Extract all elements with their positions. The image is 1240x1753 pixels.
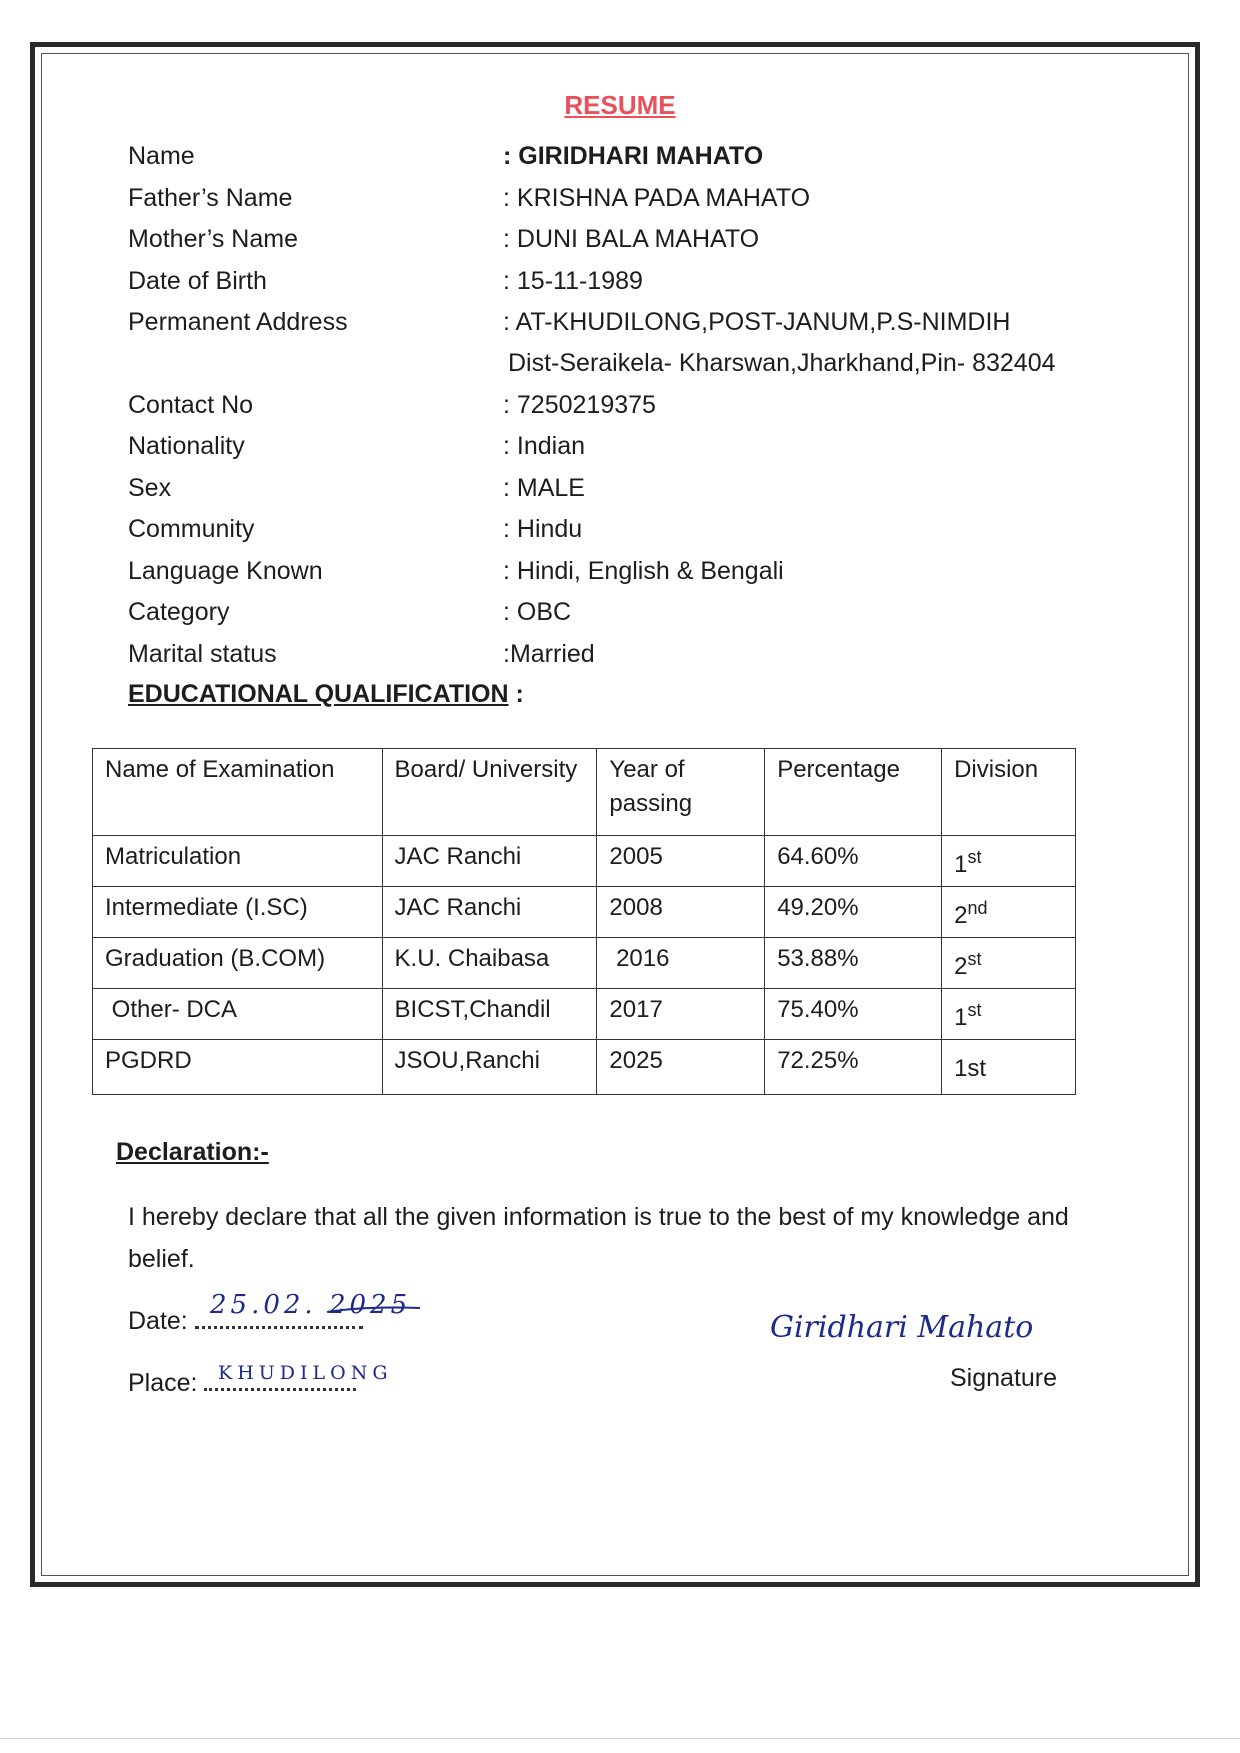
info-row-marital-status bbox=[128, 640, 1128, 676]
division-value: 2 bbox=[954, 953, 968, 980]
info-label: Language Known bbox=[128, 557, 323, 585]
board-cell: K.U. Chaibasa bbox=[382, 938, 597, 989]
signature: Giridhari Mahato bbox=[770, 1310, 1034, 1345]
info-value: : DUNI BALA MAHATO bbox=[503, 225, 760, 253]
info-value: : KRISHNA PADA MAHATO bbox=[503, 184, 811, 212]
year-cell: 2025 bbox=[597, 1040, 765, 1095]
division-suffix: nd bbox=[967, 898, 988, 918]
table-row bbox=[93, 887, 1076, 938]
info-value: : OBC bbox=[503, 598, 572, 626]
info-row-address-line-2 bbox=[128, 349, 1128, 385]
info-row-date-of-birth bbox=[128, 267, 1128, 303]
info-label: Mother’s Name bbox=[128, 225, 298, 253]
date-handwritten: 25.02. 2025 bbox=[210, 1290, 412, 1320]
info-value: : AT-KHUDILONG,POST-JANUM,P.S-NIMDIH bbox=[503, 308, 1011, 336]
info-row-name bbox=[128, 142, 1128, 178]
division-suffix: st bbox=[967, 1000, 982, 1020]
info-row-language-known bbox=[128, 557, 1128, 593]
info-row-category bbox=[128, 598, 1128, 634]
board-cell: BICST,Chandil bbox=[382, 989, 597, 1040]
percentage-cell: 49.20% bbox=[765, 887, 942, 938]
info-row-community bbox=[128, 515, 1128, 551]
info-row-nationality bbox=[128, 432, 1128, 468]
info-label: Date of Birth bbox=[128, 267, 267, 295]
education-heading bbox=[128, 680, 524, 709]
percentage-cell: 75.40% bbox=[765, 989, 942, 1040]
date-label: Date: bbox=[128, 1307, 195, 1335]
info-value: Dist-Seraikela- Kharswan,Jharkhand,Pin- 832404 bbox=[508, 349, 1056, 377]
info-label: Contact No bbox=[128, 391, 254, 419]
division-value: 1st bbox=[954, 1055, 987, 1082]
division-cell bbox=[942, 938, 1076, 989]
board-cell: JAC Ranchi bbox=[382, 887, 597, 938]
declaration-heading: Declaration:- bbox=[116, 1138, 269, 1166]
division-cell bbox=[942, 887, 1076, 938]
info-label: Permanent Address bbox=[128, 308, 348, 336]
division-cell bbox=[942, 836, 1076, 887]
year-cell: 2008 bbox=[597, 887, 765, 938]
info-value: : GIRIDHARI MAHATO bbox=[503, 142, 764, 170]
division-value: 1 bbox=[954, 851, 968, 878]
division-suffix: st bbox=[967, 847, 982, 867]
column-header: Board/ University bbox=[382, 749, 597, 836]
column-header: Name of Examination bbox=[93, 749, 383, 836]
info-value: : MALE bbox=[503, 474, 585, 502]
board-cell: JAC Ranchi bbox=[382, 836, 597, 887]
info-label: Father’s Name bbox=[128, 184, 293, 212]
info-label: Category bbox=[128, 598, 230, 626]
exam-cell: Intermediate (I.SC) bbox=[93, 887, 383, 938]
education-heading-text: EDUCATIONAL QUALIFICATION bbox=[128, 680, 509, 708]
signature-label: Signature bbox=[950, 1364, 1058, 1392]
percentage-cell: 72.25% bbox=[765, 1040, 942, 1095]
info-value: : 15-11-1989 bbox=[503, 267, 643, 295]
info-value: : Indian bbox=[503, 432, 586, 460]
info-value: : Hindi, English & Bengali bbox=[503, 557, 784, 585]
exam-cell: Matriculation bbox=[93, 836, 383, 887]
info-row-contact-no bbox=[128, 391, 1128, 427]
info-row-father-name bbox=[128, 184, 1128, 220]
table-row bbox=[93, 989, 1076, 1040]
info-row-mother-name bbox=[128, 225, 1128, 261]
division-cell bbox=[942, 989, 1076, 1040]
division-value: 2 bbox=[954, 902, 968, 929]
column-header: Year of passing bbox=[597, 749, 765, 836]
division-value: 1 bbox=[954, 1004, 968, 1031]
info-label: Community bbox=[128, 515, 255, 543]
info-value: :Married bbox=[503, 640, 595, 668]
year-cell: 2005 bbox=[597, 836, 765, 887]
board-cell: JSOU,Ranchi bbox=[382, 1040, 597, 1095]
table-row bbox=[93, 836, 1076, 887]
exam-cell: Graduation (B.COM) bbox=[93, 938, 383, 989]
date-flourish bbox=[325, 1304, 425, 1316]
education-heading-suffix: : bbox=[508, 680, 524, 708]
info-row-permanent-address bbox=[128, 308, 1128, 344]
table-row bbox=[93, 1040, 1076, 1095]
table-header-row bbox=[93, 749, 1076, 836]
division-suffix: st bbox=[967, 949, 982, 969]
info-value: : Hindu bbox=[503, 515, 583, 543]
declaration-text: I hereby declare that all the given information is true to the best of my knowledge and belief. bbox=[128, 1203, 1069, 1273]
percentage-cell: 53.88% bbox=[765, 938, 942, 989]
exam-cell: PGDRD bbox=[93, 1040, 383, 1095]
info-row-sex bbox=[128, 474, 1128, 510]
column-header: Percentage bbox=[765, 749, 942, 836]
exam-cell: Other- DCA bbox=[93, 989, 383, 1040]
place-label: Place: bbox=[128, 1369, 205, 1397]
info-label: Name bbox=[128, 142, 195, 170]
info-label: Sex bbox=[128, 474, 172, 502]
scan-edge-line bbox=[0, 1738, 1240, 1739]
division-cell bbox=[942, 1040, 1076, 1095]
column-header: Division bbox=[942, 749, 1076, 836]
info-label: Nationality bbox=[128, 432, 245, 460]
info-label: Marital status bbox=[128, 640, 277, 668]
year-cell: 2017 bbox=[597, 989, 765, 1040]
education-table bbox=[92, 748, 1076, 1095]
table-row bbox=[93, 938, 1076, 989]
percentage-cell: 64.60% bbox=[765, 836, 942, 887]
info-value: : 7250219375 bbox=[503, 391, 656, 419]
year-cell: 2016 bbox=[597, 938, 765, 989]
place-handwritten: KHUDILONG bbox=[218, 1362, 393, 1384]
document-title: RESUME bbox=[564, 90, 676, 120]
